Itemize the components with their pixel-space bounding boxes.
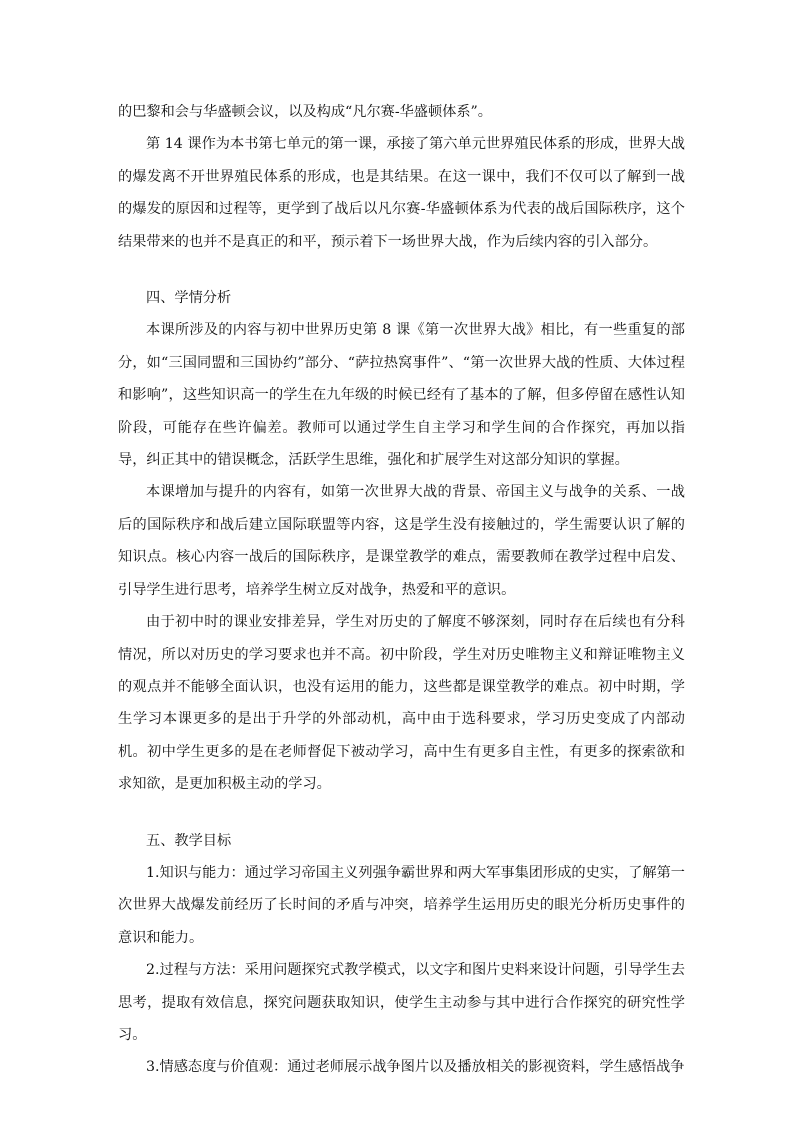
student-analysis-paragraph-2: 本课增加与提升的内容有，如第一次世界大战的背景、帝国主义与战争的关系、一战后的国际秩序和战后建立国际联盟等内容，这是学生没有接触过的，学生需要认识了解的知识点。核心内容一战后的国际秩序，是课堂教学的难点，需要教师在教学过程中启发、引导学生进行思考，培养学生树立反对战争，热爱和平的意识。 — [118, 484, 685, 598]
student-analysis-paragraph-1: 本课所涉及的内容与初中世界历史第 8 课《第一次世界大战》相比，有一些重复的部分，如“三国同盟和三国协约”部分、“萨拉热窝事件”、“第一次世界大战的性质、大体过程和影响”，这些知识高一的学生在九年级的时候已经有了基本的了解，但多停留在感性认知阶段，可能存在些许偏差。教师可以通过学生自主学习和学生间的合作探究，再加以指导，纠正其中的错误概念，活跃学生思维，强化和扩展学生对这部分知识的掌握。 — [118, 322, 685, 469]
teaching-goal-knowledge-ability: 1.知识与能力：通过学习帝国主义列强争霸世界和两大军事集团形成的史实，了解第一次世界大战爆发前经历了长时间的矛盾与冲突，培养学生运用历史的眼光分析历史事件的意识和能力。 — [118, 864, 685, 946]
section-heading-teaching-goals: 五、教学目标 — [146, 832, 232, 849]
section-gap — [118, 258, 685, 282]
teaching-goal-emotion-values: 3.情感态度与价值观：通过老师展示战争图片以及播放相关的影视资料，学生感悟战争 — [146, 1059, 685, 1076]
opening-paragraph: 的巴黎和会与华盛顿会议，以及构成“凡尔赛-华盛顿体系”。 — [118, 104, 492, 120]
document-page — [118, 96, 685, 1084]
teaching-goal-process-method: 2.过程与方法：采用问题探究式教学模式，以文字和图片史料来设计问题，引导学生去思考，提取有效信息，探究问题获取知识，使学生主动参与其中进行合作探究的研究性学习。 — [118, 962, 685, 1043]
section-heading-student-analysis: 四、学情分析 — [146, 290, 232, 307]
lesson14-paragraph: 第 14 课作为本书第七单元的第一课，承接了第六单元世界殖民体系的形成，世界大战的爆发离不开世界殖民体系的形成，也是其结果。在这一课中，我们不仅可以了解到一战的爆发的原因和过程等，更学到了战后以凡尔赛-华盛顿体系为代表的战后国际秩序，这个结果带来的也并不是真正的和平，预示着下一场世界大战，作为后续内容的引入部分。 — [118, 136, 685, 250]
student-analysis-paragraph-3: 由于初中时的课业安排差异，学生对历史的了解度不够深刻，同时存在后续也有分科情况，所以对历史的学习要求也并不高。初中阶段，学生对历史唯物主义和辩证唯物主义的观点并不能够全面认识，也没有运用的能力，这些都是课堂教学的难点。初中时期，学生学习本课更多的是出于升学的外部动机，高中由于选科要求，学习历史变成了内部动机。初中学生更多的是在老师督促下被动学习，高中生有更多自主性，有更多的探索欲和求知欲，是更加积极主动的学习。 — [118, 614, 685, 793]
section-gap — [118, 801, 685, 825]
